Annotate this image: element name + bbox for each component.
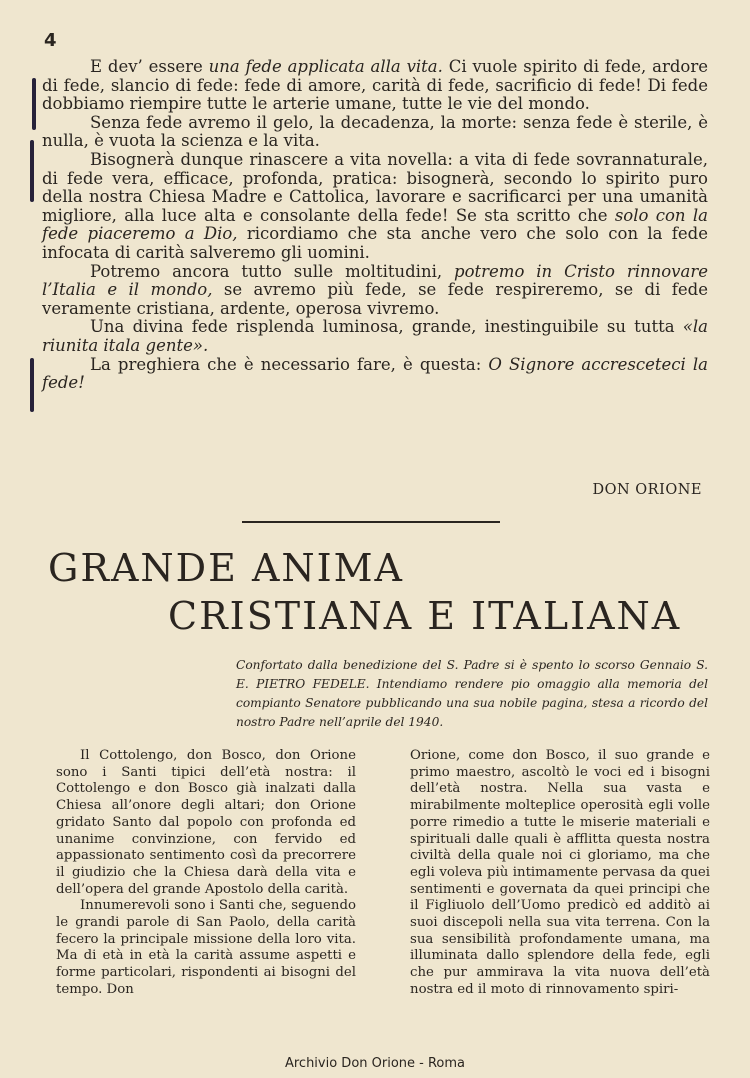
text-run: Ci vuole spirito di fede, ardore di fede, slancio di fede: fede di amore, carità di fede, sacrificio di fede! Di fede dobbiamo riempire tutte le arterie umane, tutte le vie del mondo. xyxy=(42,57,708,114)
signature: DON ORIONE xyxy=(592,482,702,498)
italic-run: solo con la fede piaceremo a Dio, xyxy=(42,205,708,244)
divider-rule xyxy=(242,521,500,523)
text-run: E dev’ essere xyxy=(90,57,209,76)
article-column-right xyxy=(410,748,710,999)
article-subtitle: Confortato dalla benedizione del S. Padre si è spento lo scorso Gennaio S. E. PIETRO FEDELE. Intendiamo rendere pio omaggio alla memoria del compianto Senatore pubblicando una sua nobile pagina, stesa a ricordo del nostro Padre nell’aprile del 1940. xyxy=(236,658,708,729)
text-run: ricordiamo che sta anche vero che solo con la fede infocata di carità salveremo gli uomini. xyxy=(42,224,708,262)
intro-paragraph xyxy=(42,114,708,151)
margin-mark xyxy=(30,140,34,202)
intro-paragraph xyxy=(42,151,708,263)
intro-paragraph xyxy=(42,263,708,319)
archive-footer: Archivio Don Orione - Roma xyxy=(284,1056,466,1071)
intro-paragraph xyxy=(42,318,708,355)
margin-mark xyxy=(32,78,36,130)
intro-paragraph xyxy=(42,58,708,114)
italic-run: una fede applicata alla vita. xyxy=(208,57,443,76)
page-number: 4 xyxy=(44,30,57,51)
intro-text xyxy=(42,58,708,393)
italic-run: «la riunita itala gente». xyxy=(42,317,708,355)
text-run: Bisognerà dunque rinascere a vita novella: a vita di fede sovrannaturale, di fede vera, efficace, profonda, pratica: bisognerà, secondo lo spirito puro della nostra Chiesa Madre e Cattolica, lavorare e sacrificarci per una umanità migliore, alla luce alta e consolante della fede! Se sta scritto che xyxy=(42,149,708,225)
article-column-left xyxy=(56,748,356,999)
italic-run: potremo in Cristo rinnovare l’Italia e il mondo, xyxy=(42,261,708,300)
italic-run: O Signore accresceteci la fede! xyxy=(42,354,708,393)
text-run: La preghiera che è necessario fare, è questa: xyxy=(90,354,489,374)
intro-paragraph xyxy=(42,356,708,393)
article-title-line2: CRISTIANA E ITALIANA xyxy=(168,594,682,638)
article-title-line1: GRANDE ANIMA xyxy=(48,546,404,590)
margin-mark xyxy=(30,358,34,412)
column-paragraph: Il Cottolengo, don Bosco, don Orione sono i Santi tipici dell’età nostra: il Cottolengo e don Bosco già inalzati dalla Chiesa all’onore degli altari; don Orione gridato Santo dal popolo con profonda ed unanime convinzione, con fervido ed appassionato sentimento così da precorrere il giudizio che la Chiesa darà della vita e dell’opera del grande Apostolo della carità. xyxy=(56,748,356,897)
text-run: Senza fede avremo il gelo, la decadenza, la morte: senza fede è sterile, è nulla, è vuota la scienza e la vita. xyxy=(42,112,708,151)
text-run: Potremo ancora tutto sulle moltitudini, xyxy=(90,261,455,281)
column-paragraph: Innumerevoli sono i Santi che, seguendo le grandi parole di San Paolo, della carità fecero la principale missione della loro vita. Ma di età in età la carità assume aspetti e forme particolari, rispondenti ai bisogni del tempo. Don xyxy=(56,898,356,997)
column-paragraph: Orione, come don Bosco, il suo grande e primo maestro, ascoltò le voci ed i bisogni dell’età nostra. Nella sua vasta e mirabilmente molteplice operosità egli volle porre rimedio a tutte le miserie materiali e spirituali dalle quali è afflitta questa nostra civiltà della quale noi ci gloriamo, ma che egli voleva più intimamente pervasa da quei sentimenti e governata da quei principi che il Figliuolo dell’Uomo predicò ed additò ai suoi discepoli nella sua vita terrena. Con la sua sensibilità profondamente umana, ma illuminata dallo splendore della fede, egli che pur ammirava la vita nuova dell’età nostra ed il moto di rinnovamento spiri- xyxy=(410,748,710,997)
text-run: se avremo più fede, se fede respireremo, se di fede veramente cristiana, ardente, operosa vivremo. xyxy=(42,280,708,318)
text-run: Una divina fede risplenda luminosa, grande, inestinguibile su tutta xyxy=(90,317,683,337)
